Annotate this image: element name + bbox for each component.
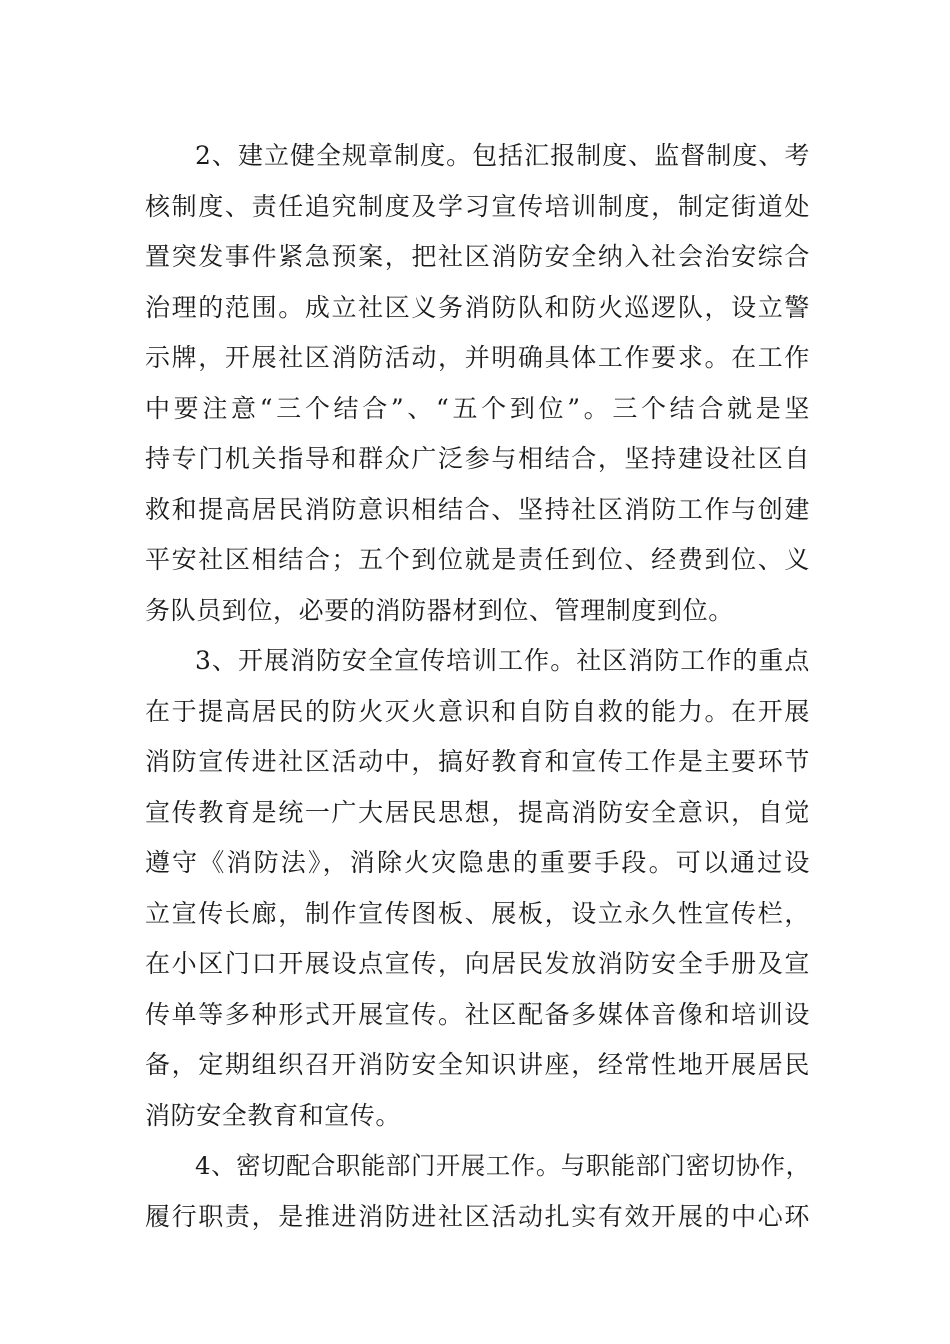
text-line: 核制度、责任追究制度及学习宣传培训制度，制定街道处 [145, 191, 810, 221]
document-body [145, 131, 810, 1242]
text-line: 立宣传长廊，制作宣传图板、展板，设立永久性宣传栏， [145, 898, 810, 928]
text-line: 治理的范围。成立社区义务消防队和防火巡逻队，设立警 [145, 292, 810, 322]
text-line: 遵守《消防法》，消除火灾隐患的重要手段。可以通过设 [145, 848, 810, 877]
text-line: 备，定期组织召开消防安全知识讲座，经常性地开展居民 [145, 1050, 810, 1079]
text-line: 救和提高居民消防意识相结合、坚持社区消防工作与创建 [145, 494, 810, 524]
text-line: 4、密切配合职能部门开展工作。与职能部门密切协作， [195, 1151, 810, 1180]
text-line: 宣传教育是统一广大居民思想，提高消防安全意识，自觉 [145, 797, 810, 827]
text-line: 务队员到位，必要的消防器材到位、管理制度到位。 [145, 595, 734, 625]
text-line: 中要注意“三个结合”、“五个到位”。三个结合就是坚 [145, 393, 810, 423]
text-line: 3、开展消防安全宣传培训工作。社区消防工作的重点 [195, 646, 810, 675]
text-line: 在于提高居民的防火灭火意识和自防自救的能力。在开展 [145, 696, 810, 726]
text-line: 履行职责，是推进消防进社区活动扎实有效开展的中心环 [145, 1201, 810, 1231]
text-line: 消防宣传进社区活动中，搞好教育和宣传工作是主要环节 [145, 747, 810, 776]
text-line: 2、建立健全规章制度。包括汇报制度、监督制度、考 [195, 141, 810, 170]
text-line: 在小区门口开展设点宣传，向居民发放消防安全手册及宣 [145, 949, 810, 978]
text-line: 传单等多种形式开展宣传。社区配备多媒体音像和培训设 [145, 999, 810, 1029]
text-line: 置突发事件紧急预案，把社区消防安全纳入社会治安综合 [145, 242, 810, 271]
text-line: 示牌，开展社区消防活动，并明确具体工作要求。在工作 [145, 343, 810, 372]
text-line: 平安社区相结合；五个到位就是责任到位、经费到位、义 [145, 545, 810, 574]
text-line: 持专门机关指导和群众广泛参与相结合，坚持建设社区自 [145, 444, 810, 473]
text-line: 消防安全教育和宣传。 [145, 1100, 402, 1130]
